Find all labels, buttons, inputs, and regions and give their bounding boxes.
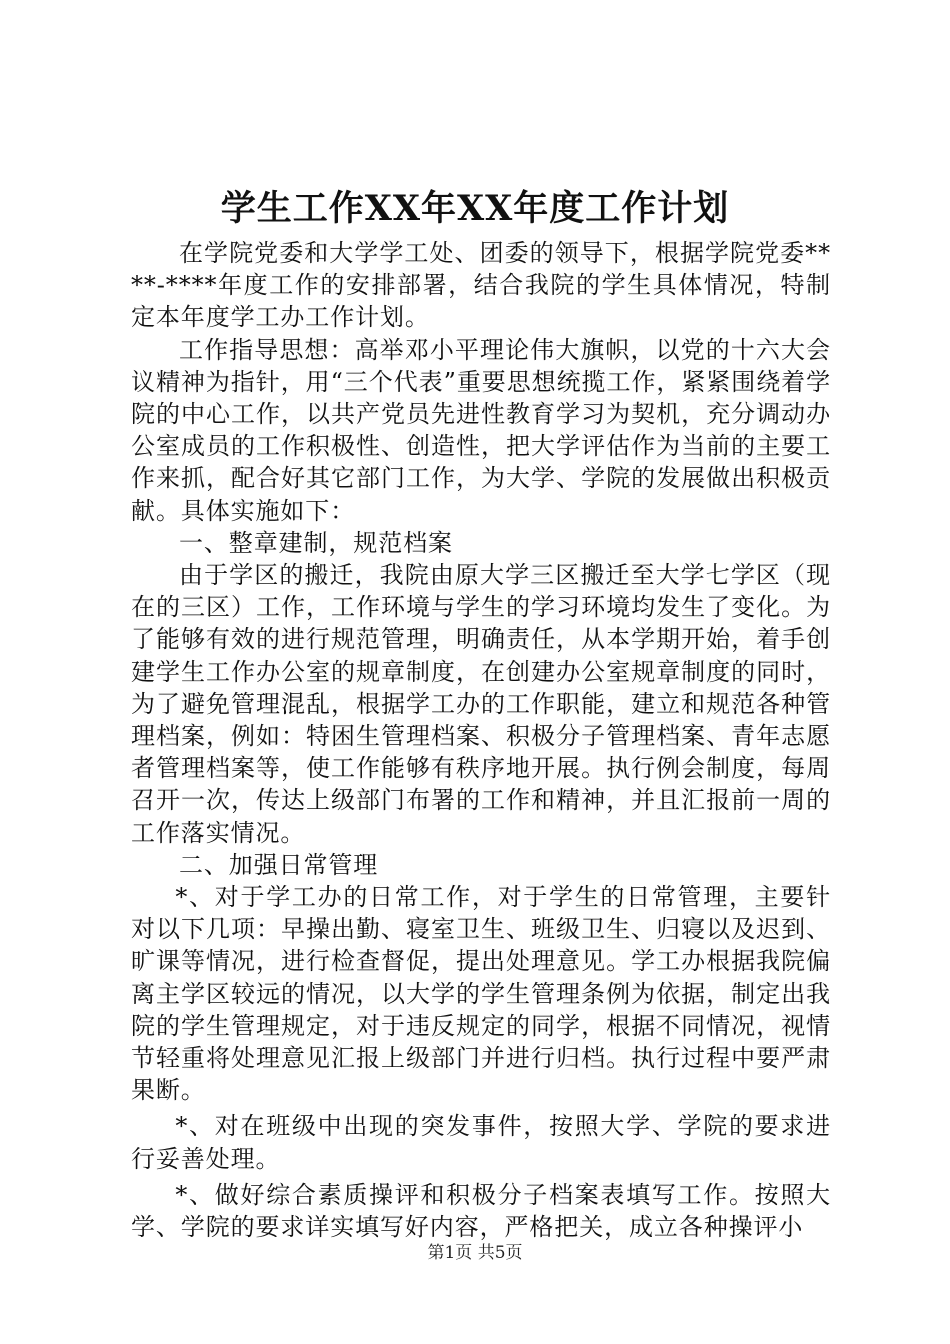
paragraph-emergency-handling: *、对在班级中出现的突发事件，按照大学、学院的要求进行妥善处理。 xyxy=(131,1112,831,1173)
paragraph-daily-management: *、对于学工办的日常工作，对于学生的日常管理，主要针对以下几项：早操出勤、寝室卫生、班级卫生、归寝以及迟到、旷课等情况，进行检查督促，提出处理意见。学工办根据我院偏离主学区较远的情况，以大学的学生管理条例为依据，制定出我院的学生管理规定，对于违反规定的同学，根据不同情况，视情节轻重将处理意见汇报上级部门并进行归档。执行过程中要严肃果断。 xyxy=(131,883,831,1105)
document-body xyxy=(131,237,831,1243)
paragraph-guiding-thought: 工作指导思想：高举邓小平理论伟大旗帜，以党的十六大会议精神为指针，用“三个代表”重要思想统揽工作，紧紧围绕着学院的中心工作，以共产党员先进性教育学习为契机，充分调动办公室成员的工作积极性、创造性，把大学评估作为当前的主要工作来抓，配合好其它部门工作，为大学、学院的发展做出积极贡献。具体实施如下： xyxy=(131,335,831,525)
paragraph-section-1: 由于学区的搬迁，我院由原大学三区搬迁至大学七学区（现在的三区）工作，工作环境与学生的学习环境均发生了变化。为了能够有效的进行规范管理，明确责任，从本学期开始，着手创建学生工作办公室的规章制度，在创建办公室规章制度的同时，为了避免管理混乱，根据学工办的工作职能，建立和规范各种管理档案，例如：特困生管理档案、积极分子管理档案、青年志愿者管理档案等，使工作能够有秩序地开展。执行例会制度，每周召开一次，传达上级部门布署的工作和精神，并且汇报前一周的工作落实情况。 xyxy=(131,561,831,847)
document-title: 学生工作XX年XX年度工作计划 xyxy=(220,188,730,229)
paragraph-evaluation: *、做好综合素质操评和积极分子档案表填写工作。按照大学、学院的要求详实填写好内容，严格把关，成立各种操评小 xyxy=(131,1180,831,1242)
section-heading-1: 一、整章建制，规范档案 xyxy=(179,528,453,557)
page-footer: 第1页 共5页 xyxy=(427,1243,523,1263)
section-heading-2: 二、加强日常管理 xyxy=(179,850,379,879)
paragraph-intro: 在学院党委和大学学工处、团委的领导下，根据学院党委****-****年度工作的安排部署，结合我院的学生具体情况，特制定本年度学工办工作计划。 xyxy=(131,239,831,332)
